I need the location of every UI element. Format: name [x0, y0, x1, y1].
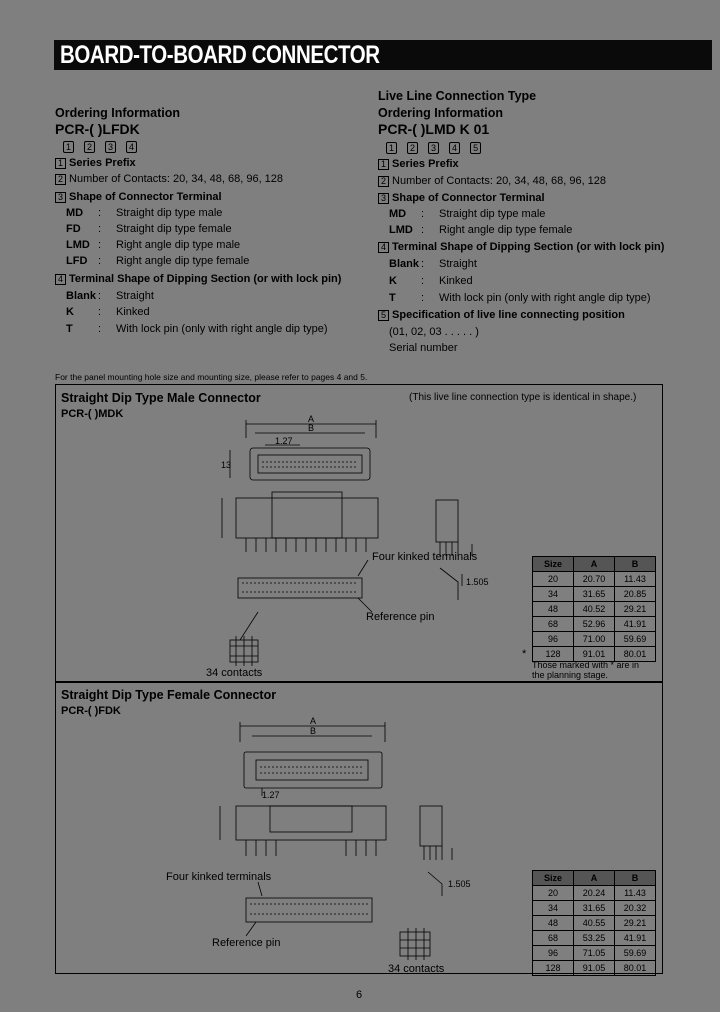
position-number: 2 [84, 141, 95, 153]
asterisk-mark: * [522, 648, 527, 660]
table-row: 128 91.05 80.01 [533, 961, 656, 976]
left-part-code: PCR-( )LFDK [55, 121, 140, 137]
right-dip-blank: Blank : Straight [389, 258, 477, 270]
male-pitch: 1.27 [275, 436, 293, 446]
female-dim-b: B [310, 726, 317, 736]
male-ref-pin: Reference pin [366, 611, 435, 623]
position-number: 3 [428, 142, 439, 154]
table-header: A [574, 871, 615, 886]
table-row: 48 40.52 29.21 [533, 602, 656, 617]
left-item-1: 1 Series Prefix [55, 156, 136, 170]
left-item-3: 3 Shape of Connector Terminal [55, 190, 222, 204]
male-title: Straight Dip Type Male Connector [61, 391, 261, 405]
left-item-2: 2 Number of Contacts: 20, 34, 48, 68, 96, 128 [55, 172, 283, 186]
right-shape-md: MD : Straight dip type male [389, 208, 546, 220]
right-item-4: 4 Terminal Shape of Dipping Section (or with lock pin) [378, 240, 664, 254]
right-item-1: 1 Series Prefix [378, 157, 459, 171]
table-row: 96 71.05 59.69 [533, 946, 656, 961]
table-header: A [574, 557, 615, 572]
right-shape-lmd: LMD : Right angle dip type female [389, 224, 573, 236]
position-number: 2 [407, 142, 418, 154]
right-serial: Serial number [389, 342, 458, 354]
left-dip-t: T : With lock pin (only with right angle dip type) [66, 323, 328, 335]
right-item-3: 3 Shape of Connector Terminal [378, 191, 545, 205]
left-shape-fd: FD : Straight dip type female [66, 223, 232, 235]
right-dip-t: T : With lock pin (only with right angle dip type) [389, 292, 651, 304]
table-row: 68 52.96 41.91 [533, 617, 656, 632]
female-ref-pin: Reference pin [212, 937, 281, 949]
male-footnote: Those marked with * are in the planning stage. [532, 660, 640, 680]
male-dim-b: B [308, 423, 315, 433]
female-kink-label: Four kinked terminals [166, 871, 272, 883]
male-dim-a: A [308, 414, 315, 424]
table-row: 128 91.01 80.01 [533, 647, 656, 662]
page-title: BOARD-TO-BOARD CONNECTOR [60, 41, 380, 69]
table-row: 34 31.65 20.85 [533, 587, 656, 602]
position-number: 1 [63, 141, 74, 153]
male-kink-label: Four kinked terminals [372, 551, 478, 563]
live-note: (This live line connection type is identical in shape.) [409, 392, 637, 403]
table-row: 48 40.55 29.21 [533, 916, 656, 931]
right-part-code: PCR-( )LMD K 01 [378, 121, 490, 137]
left-shape-md: MD : Straight dip type male [66, 207, 223, 219]
right-type-label: Live Line Connection Type [378, 89, 537, 103]
female-angle: 1.505 [448, 879, 471, 889]
table-row: 20 20.70 11.43 [533, 572, 656, 587]
female-dim-a: A [310, 716, 317, 726]
position-number: 1 [386, 142, 397, 154]
panel-note: For the panel mounting hole size and mounting size, please refer to pages 4 and 5. [55, 372, 368, 382]
position-number: 5 [470, 142, 481, 154]
table-header: Size [533, 557, 574, 572]
position-number: 4 [449, 142, 460, 154]
position-number: 3 [105, 141, 116, 153]
table-header: B [615, 871, 656, 886]
left-dip-blank: Blank : Straight [66, 290, 154, 302]
female-dimension-table [532, 870, 656, 976]
table-header: B [615, 557, 656, 572]
table-header: Size [533, 871, 574, 886]
female-pitch: 1.27 [262, 790, 280, 800]
right-dip-k: K : Kinked [389, 275, 473, 287]
table-row: 96 71.00 59.69 [533, 632, 656, 647]
left-ordering-label: Ordering Information [55, 106, 180, 120]
table-row: 68 53.25 41.91 [533, 931, 656, 946]
table-row: 34 31.65 20.32 [533, 901, 656, 916]
right-positions: (01, 02, 03 . . . . . ) [389, 326, 479, 338]
right-item-2: 2 Number of Contacts: 20, 34, 48, 68, 96, 128 [378, 174, 606, 188]
male-dim-13: 13 [221, 460, 232, 470]
table-header-row [533, 871, 656, 886]
female-part: PCR-( )FDK [61, 705, 121, 717]
right-ordering-label: Ordering Information [378, 106, 503, 120]
page-number: 6 [356, 989, 363, 1001]
female-contacts: 34 contacts [388, 963, 445, 975]
male-angle: 1.505 [466, 577, 489, 587]
left-shape-lfd: LFD : Right angle dip type female [66, 255, 250, 267]
left-item-4: 4 Terminal Shape of Dipping Section (or with lock pin) [55, 272, 341, 286]
male-part: PCR-( )MDK [61, 408, 124, 420]
left-shape-lmd: LMD : Right angle dip type male [66, 239, 241, 251]
right-item-5: 5 Specification of live line connecting position [378, 308, 625, 322]
male-contacts: 34 contacts [206, 667, 263, 679]
position-number: 4 [126, 141, 137, 153]
female-title: Straight Dip Type Female Connector [61, 688, 277, 702]
left-dip-k: K : Kinked [66, 306, 150, 318]
table-row: 20 20.24 11.43 [533, 886, 656, 901]
